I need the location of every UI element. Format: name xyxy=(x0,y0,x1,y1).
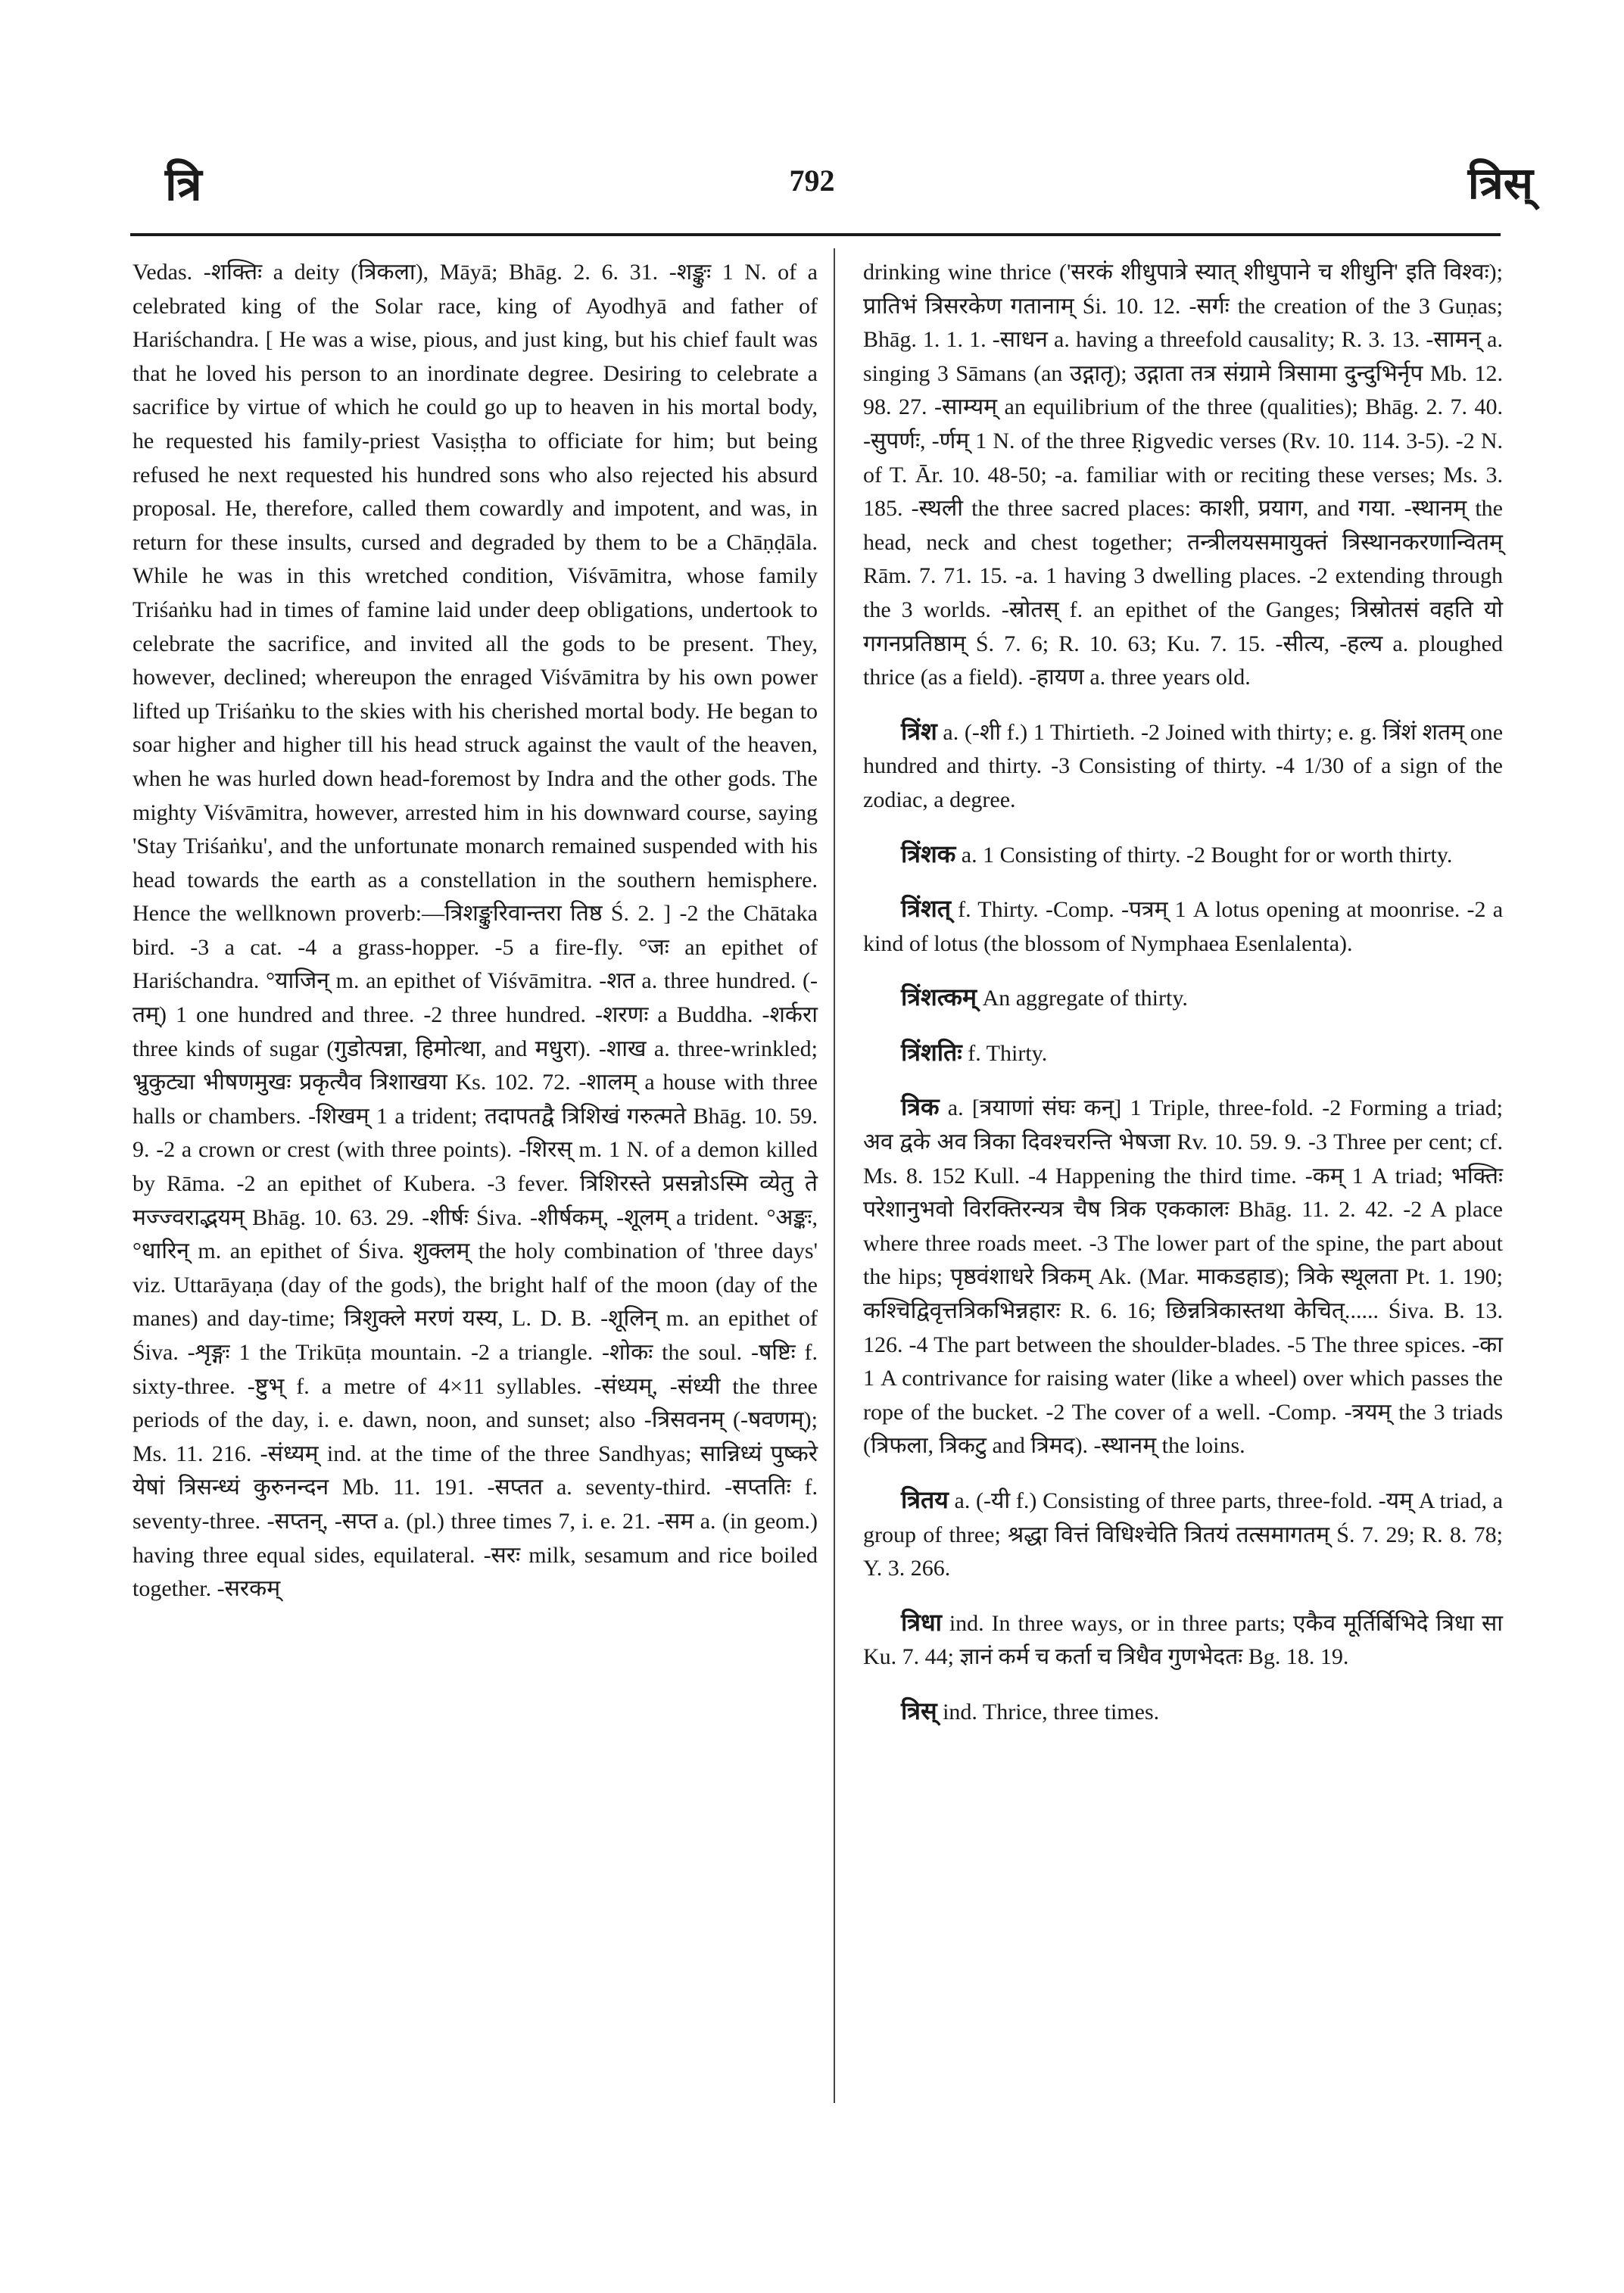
dictionary-entry xyxy=(863,980,1503,1016)
left-column-text: Vedas. -शक्तिः a deity (त्रिकला), Māyā; Bhāg. 2. 6. 31. -शङ्कुः 1 N. of a celebrated king of the Solar race, king of Ayodhyā and father of Hariśchandra. [ He was a wise, pious, and just king, but his chief fault was that he loved his person to an inordinate degree. Desiring to celebrate a sacrifice by virtue of which he could go up to heaven in his mortal body, he requested his family-priest Vasiṣṭha to officiate for him; but being refused he next requested his hundred sons who also rejected his absurd proposal. He, therefore, called them cowardly and impotent, and was, in return for these insults, cursed and degraded by them to be a Chāṇḍāla. While he was in this wretched condition, Viśvāmitra, whose family Triśaṅku had in times of famine laid under deep obligations, undertook to celebrate the sacrifice, and invited all the gods to be present. They, however, declined; whereupon the enraged Viśvāmitra by his own power lifted up Triśaṅku to the skies with his cherished mortal body. He began to soar higher and higher till his head struck against the vault of the heaven, when he was hurled down head-foremost by Indra and the other gods. The mighty Viśvāmitra, however, arrested him in his downward course, saying 'Stay Triśaṅku', and the unfortunate monarch remained suspended with his head towards the earth as a constellation in the southern hemisphere. Hence the wellknown proverb:—त्रिशङ्कुरिवान्तरा तिष्ठ Ś. 2. ] -2 the Chātaka bird. -3 a cat. -4 a grass-hopper. -5 a fire-fly. °जः an epithet of Hariśchandra. °याजिन् m. an epithet of Viśvāmitra. -शत a. three hundred. (-तम्) 1 one hundred and three. -2 three hundred. -शरणः a Buddha. -शर्करा three kinds of sugar (गुडोत्पन्ना, हिमोत्था, and मधुरा). -शाख a. three-wrinkled; भ्रुकुट्या भीषणमुखः प्रकृत्यैव त्रिशाखया Ks. 102. 72. -शालम् a house with three halls or chambers. -शिखम् 1 a trident; तदापतद्वै त्रिशिखं गरुत्मते Bhāg. 10. 59. 9. -2 a crown or crest (with three points). -शिरस् m. 1 N. of a demon killed by Rāma. -2 an epithet of Kubera. -3 fever. त्रिशिरस्ते प्रसन्नोऽस्मि व्येतु ते मज्ज्वराद्भयम् Bhāg. 10. 63. 29. -शीर्षः Śiva. -शीर्षकम्, -शूलम् a trident. °अङ्कः, °धारिन् m. an epithet of Śiva. शुक्लम् the holy combination of 'three days' viz. Uttarāyaṇa (day of the gods), the bright half of the moon (day of the manes) and day-time; त्रिशुक्ले मरणं यस्य, L. D. B. -शूलिन् m. an epithet of Śiva. -शृङ्गः 1 the Trikūṭa mountain. -2 a triangle. -शोकः the soul. -षष्टिः f. sixty-three. -ष्टुभ् f. a metre of 4×11 syllables. -संध्यम्, -संध्यी the three periods of the day, i. e. dawn, noon, and sunset; also -त्रिसवनम् (-षवणम्); Ms. 11. 216. -संध्यम् ind. at the time of the three Sandhyas; सान्निध्यं पुष्करे येषां त्रिसन्ध्यं कुरुनन्दन Mb. 11. 191. -सप्तत a. seventy-third. -सप्ततिः f. seventy-three. -सप्तन्, -सप्त a. (pl.) three times 7, i. e. 21. -सम a. (in geom.) having three equal sides, equilateral. -सरः milk, sesamum and rice boiled together. -सरकम् xyxy=(132,260,818,1602)
entry-headword: त्रिंशत् xyxy=(901,895,951,923)
entry-headword: त्रिस् xyxy=(901,1696,937,1724)
entry-text: ind. In three ways, or in three parts; एकैव मूर्तिर्बिभिदे त्रिधा सा Ku. 7. 44; ज्ञानं कर्म च कर्ता च त्रिधैव गुणभेदतः Bg. 18. 19. xyxy=(863,1610,1504,1670)
entry-headword: त्रिक xyxy=(901,1093,940,1121)
header-left-headword: त्रि xyxy=(165,160,202,210)
entry-text: f. Thirty. -Comp. -पत्रम् 1 A lotus opening at moonrise. -2 a kind of lotus (the blossom of Nymphaea Esenlalenta). xyxy=(863,897,1504,956)
entry-text: a. (-यी f.) Consisting of three parts, three-fold. -यम् A triad, a group of three; श्रद्धा वित्तं विधिश्चेति त्रितयं तत्समागतम् Ś. 7. 29; R. 8. 78; Y. 3. 266. xyxy=(863,1488,1503,1581)
entry-headword: त्रिंश xyxy=(901,717,937,745)
dictionary-entry xyxy=(863,1090,1503,1463)
dictionary-entry xyxy=(863,1606,1503,1675)
entry-text: f. Thirty. xyxy=(968,1040,1048,1066)
page-number: 792 xyxy=(789,164,835,198)
column-divider xyxy=(834,248,835,2103)
entry-text: a. [त्रयाणां संघः कन्] 1 Triple, three-fold. -2 Forming a triad; अव द्वके अव त्रिका दिवश्चरन्ति भेषजा Rv. 10. 59. 9. -3 Three per cent; cf. Ms. 8. 152 Kull. -4 Happening the third time. -कम् 1 A triad; भक्तिः परेशानुभवो विरक्तिरन्यत्र चैष त्रिक एककालः Bhāg. 11. 2. 42. -2 A place where three roads meet. -3 The lower part of the spine, the part about the hips; पृष्ठवंशाधरे त्रिकम् Ak. (Mar. माकडहाड); त्रिके स्थूलता Pt. 1. 190; कश्चिद्विवृत्तत्रिकभिन्नहारः R. 6. 16; छिन्नत्रिकास्तथा केचित्...... Śiva. B. 13. 126. -4 The part between the shoulder-blades. -5 The three spices. -का 1 A contrivance for raising water (like a wheel) over which passes the rope of the bucket. -2 The cover of a well. -Comp. -त्रयम् the 3 triads (त्रिफला, त्रिकटु and त्रिमद). -स्थानम् the loins. xyxy=(863,1095,1504,1459)
dictionary-entry xyxy=(863,1036,1503,1071)
entry-text: An aggregate of thirty. xyxy=(982,986,1188,1011)
entry-headword: त्रिंशत्कम् xyxy=(901,983,977,1011)
left-column xyxy=(132,256,818,1606)
header-right-headword: त्रिस् xyxy=(1467,159,1533,208)
dictionary-entry xyxy=(863,892,1503,961)
entry-headword: त्रिंशक xyxy=(901,840,956,868)
continued-entry: drinking wine thrice ('सरकं शीधुपात्रे स्यात् शीधुपाने च शीधुनि' इति विश्वः); प्रातिभं त्रिसरकेण गतानाम् Śi. 10. 12. -सर्गः the creation of the 3 Guṇas; Bhāg. 1. 1. 1. -साधन a. having a threefold causality; R. 3. 13. -सामन् a. singing 3 Sāmans (an उद्गातृ); उद्गाता तत्र संग्रामे त्रिसामा दुन्दुभिर्नृप Mb. 12. 98. 27. -साम्यम् an equilibrium of the three (qualities); Bhāg. 2. 7. 40. -सुपर्णः, -र्णम् 1 N. of the three Ṛigvedic verses (Rv. 10. 114. 3-5). -2 N. of T. Ār. 10. 48-50; -a. familiar with or reciting these verses; Ms. 3. 185. -स्थली the three sacred places: काशी, प्रयाग, and गया. -स्थानम् the head, neck and chest together; तन्त्रीलयसमायुक्तं त्रिस्थानकरणान्वितम् Rām. 7. 71. 15. -a. 1 having 3 dwelling places. -2 extending through the 3 worlds. -स्रोतस् f. an epithet of the Ganges; त्रिस्रोतसं वहति यो गगनप्रतिष्ठाम् Ś. 7. 6; R. 10. 63; Ku. 7. 15. -सीत्य, -हल्य a. ploughed thrice (as a field). -हायण a. three years old. xyxy=(863,260,1503,690)
dictionary-entry xyxy=(863,715,1503,818)
entry-text: a. 1 Consisting of thirty. -2 Bought for or worth thirty. xyxy=(961,842,1453,868)
entry-headword: त्रिंशतिः xyxy=(901,1038,962,1066)
dictionary-entry xyxy=(863,1694,1503,1730)
header-rule xyxy=(130,233,1501,236)
entry-text: ind. Thrice, three times. xyxy=(943,1699,1160,1724)
right-column xyxy=(863,256,1503,1730)
entry-headword: त्रिधा xyxy=(901,1608,942,1636)
entry-headword: त्रितय xyxy=(901,1486,949,1513)
dictionary-entry xyxy=(863,837,1503,873)
dictionary-entry xyxy=(863,1483,1503,1586)
entry-text: a. (-शी f.) 1 Thirtieth. -2 Joined with thirty; e. g. त्रिंशं शतम् one hundred and thirty. -3 Consisting of thirty. -4 1/30 of a sign of the zodiac, a degree. xyxy=(863,719,1504,812)
